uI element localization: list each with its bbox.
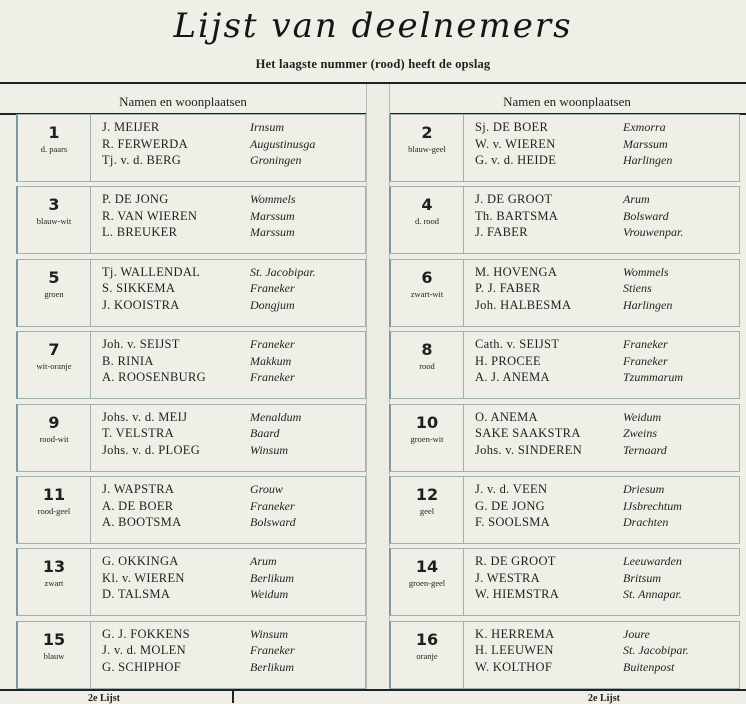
participant-row: [102, 208, 361, 225]
center-divider: [366, 84, 390, 691]
participant-row: [102, 586, 361, 603]
participant-list: [102, 264, 361, 314]
participant-place: Buitenpost: [623, 659, 675, 674]
participant-row: [475, 297, 735, 314]
participant-group-14: [389, 548, 740, 616]
group-color: blauw-wit: [36, 216, 72, 227]
participant-name: G. SCHIPHOF: [102, 659, 182, 674]
group-number-cell: [18, 549, 91, 615]
participant-place: Vrouwenpar.: [623, 225, 684, 240]
participant-row: [475, 224, 735, 241]
participant-place: Makkum: [250, 353, 292, 368]
group-number: 9: [48, 412, 60, 432]
participant-group-2: [389, 114, 740, 182]
participant-name: H. LEEUWEN: [475, 643, 554, 658]
group-number-cell: [391, 187, 464, 253]
participant-place: Franeker: [250, 498, 295, 513]
participant-list: [475, 626, 735, 676]
participant-name: L. BREUKER: [102, 225, 178, 240]
participant-row: [102, 336, 361, 353]
participant-group-6: [389, 259, 740, 327]
participant-place: IJsbrechtum: [623, 498, 682, 513]
participant-name: O. ANEMA: [475, 409, 538, 424]
group-color: blauw-geel: [408, 144, 446, 154]
participant-name: G. OKKINGA: [102, 554, 179, 569]
participant-place: Harlingen: [623, 297, 673, 312]
group-color: zwart: [44, 578, 64, 589]
group-color: d. rood: [414, 216, 440, 227]
participant-name: J. WESTRA: [475, 570, 540, 585]
participant-place: Drachten: [623, 515, 669, 529]
participant-place: Franeker: [250, 643, 295, 658]
footer-right-label: 2e Lijst: [588, 693, 620, 704]
participant-place: St. Jacobipar.: [623, 643, 689, 658]
participant-place: Britsum: [623, 570, 662, 585]
group-color: geel: [419, 506, 435, 516]
participant-place: Grouw: [250, 482, 283, 496]
participant-name: H. PROCEE: [475, 353, 541, 368]
group-number-cell: [18, 187, 91, 253]
participant-list: [102, 119, 361, 169]
participant-list: [102, 336, 361, 386]
participant-row: [102, 425, 361, 442]
group-number-cell: [391, 332, 464, 398]
participant-list: [475, 481, 735, 531]
participant-row: [475, 353, 735, 370]
group-number: 8: [421, 340, 433, 360]
participant-group-9: [16, 404, 366, 472]
participant-place: Ternaard: [623, 442, 667, 457]
participant-name: A. DE BOER: [102, 498, 174, 513]
participant-place: Winsum: [250, 442, 289, 457]
participant-list: [102, 191, 361, 241]
participant-place: Arum: [623, 192, 650, 207]
participant-group-10: [389, 404, 740, 472]
group-color: zwart-wit: [410, 288, 444, 299]
group-color: groen-geel: [408, 578, 446, 589]
participant-place: Franeker: [250, 281, 295, 296]
participant-list: [102, 409, 361, 459]
participant-place: Groningen: [250, 153, 302, 167]
page-title: Lijst van deelnemers: [173, 6, 573, 46]
participant-name: W. HIEMSTRA: [475, 587, 560, 602]
group-color: blauw: [43, 650, 65, 661]
participant-place: Franeker: [623, 353, 668, 368]
participant-place: Arum: [250, 554, 277, 569]
participant-row: [102, 626, 361, 643]
participant-name: A. ROOSENBURG: [102, 370, 206, 385]
participant-row: [102, 119, 361, 136]
participant-row: [102, 353, 361, 370]
participant-name: Johs. v. d. MEIJ: [102, 409, 188, 424]
participant-place: St. Annapar.: [623, 587, 682, 602]
participant-place: Franeker: [623, 337, 668, 352]
participant-row: [102, 264, 361, 281]
participant-list: [102, 553, 361, 603]
group-color: rood: [419, 361, 435, 372]
participant-place: Berlikum: [250, 659, 294, 674]
participant-group-1: [16, 114, 366, 182]
participant-place: Exmorra: [623, 120, 666, 134]
group-number: 6: [421, 267, 433, 287]
participant-name: Johs. v. d. PLOEG: [102, 442, 201, 457]
participant-name: M. HOVENGA: [475, 264, 558, 279]
group-number: 2: [421, 123, 433, 142]
participant-name: R. DE GROOT: [475, 554, 556, 569]
participant-name: T. VELSTRA: [102, 426, 174, 441]
participant-name: Joh. HALBESMA: [475, 297, 572, 312]
participant-place: Franeker: [250, 337, 295, 352]
participant-list: [102, 626, 361, 676]
participant-place: Weidum: [623, 409, 662, 424]
group-number-cell: [391, 115, 464, 181]
participant-row: [475, 659, 735, 676]
participant-place: Joure: [623, 626, 650, 641]
participant-name: D. TALSMA: [102, 587, 171, 602]
participant-row: [102, 409, 361, 426]
group-color: rood-geel: [37, 506, 71, 516]
participant-row: [102, 297, 361, 314]
participant-place: St. Jacobipar.: [250, 264, 316, 279]
participant-row: [475, 409, 735, 426]
participant-row: [475, 498, 735, 515]
participant-group-12: [389, 476, 740, 544]
participant-name: Joh. v. SEIJST: [102, 337, 180, 352]
participant-name: P. DE JONG: [102, 192, 169, 207]
participant-row: [475, 191, 735, 208]
participant-row: [102, 570, 361, 587]
group-number: 11: [42, 485, 66, 504]
participant-place: Bolsward: [623, 208, 669, 223]
participant-name: J. KOOISTRA: [102, 297, 180, 312]
group-number-cell: [18, 115, 91, 181]
participant-row: [475, 136, 735, 153]
participant-row: [475, 553, 735, 570]
participant-name: J. MEIJER: [102, 120, 160, 134]
participant-list: [102, 481, 361, 531]
participant-name: A. BOOTSMA: [102, 515, 182, 529]
participant-place: Marssum: [623, 136, 668, 151]
participant-place: Marssum: [250, 225, 295, 240]
participant-name: Johs. v. SINDEREN: [475, 442, 583, 457]
participant-row: [102, 369, 361, 386]
participant-name: K. HERREMA: [475, 626, 555, 641]
group-number-cell: [18, 477, 91, 543]
participant-name: Tj. WALLENDAL: [102, 264, 201, 279]
participant-name: J. v. d. VEEN: [475, 482, 548, 496]
participant-group-3: [16, 186, 366, 254]
participant-place: Irnsum: [250, 120, 285, 134]
group-number: 13: [42, 557, 66, 577]
participant-row: [475, 119, 735, 136]
participant-name: S. SIKKEMA: [102, 281, 176, 296]
group-number-cell: [391, 549, 464, 615]
group-color: rood-wit: [39, 433, 69, 444]
participant-row: [102, 642, 361, 659]
group-color: d. paars: [40, 144, 68, 154]
participant-row: [475, 152, 735, 169]
participant-list: [475, 553, 735, 603]
participant-row: [102, 442, 361, 459]
participant-place: Wommels: [623, 264, 669, 279]
participant-row: [475, 570, 735, 587]
participant-row: [475, 442, 735, 459]
participant-place: Menaldum: [250, 409, 302, 424]
right-column-header: Namen en woonplaatsen: [388, 91, 746, 115]
participant-name: G. J. FOKKENS: [102, 626, 190, 641]
group-color: oranje: [416, 650, 438, 661]
participant-row: [102, 224, 361, 241]
page-subtitle: Het laagste nummer (rood) heeft de opslag: [255, 57, 491, 71]
group-number-cell: [391, 477, 464, 543]
participant-row: [102, 280, 361, 297]
group-number: 15: [42, 629, 66, 649]
participant-row: [475, 586, 735, 603]
participant-list: [475, 119, 735, 169]
participant-place: Zweins: [623, 426, 658, 441]
group-number: 3: [48, 195, 60, 215]
participant-place: Berlikum: [250, 570, 294, 585]
participant-name: J. DE GROOT: [475, 192, 553, 207]
participant-row: [102, 498, 361, 515]
participant-list: [475, 336, 735, 386]
participant-row: [475, 280, 735, 297]
participant-place: Dongjum: [250, 297, 295, 312]
group-number: 4: [421, 195, 433, 215]
participant-name: SAKE SAAKSTRA: [475, 426, 581, 441]
participant-place: Harlingen: [623, 153, 673, 167]
participant-row: [102, 553, 361, 570]
participant-row: [102, 191, 361, 208]
participant-group-13: [16, 548, 366, 616]
group-number: 10: [415, 412, 439, 432]
participant-row: [475, 481, 735, 498]
participant-name: W. v. WIEREN: [475, 136, 556, 151]
participant-name: P. J. FABER: [475, 281, 541, 296]
participant-place: Stiens: [623, 281, 652, 296]
participant-place: Franeker: [250, 370, 295, 385]
participant-place: Wommels: [250, 192, 296, 207]
participant-place: Baard: [250, 426, 280, 441]
participant-row: [102, 514, 361, 531]
participant-name: Cath. v. SEIJST: [475, 337, 560, 352]
participant-name: F. SOOLSMA: [475, 515, 550, 529]
participant-row: [475, 642, 735, 659]
participant-name: G. DE JONG: [475, 498, 546, 513]
participant-place: Tzummarum: [623, 370, 684, 385]
participant-row: [475, 336, 735, 353]
group-number-cell: [18, 622, 91, 688]
participant-place: Bolsward: [250, 515, 296, 529]
participant-name: Th. BARTSMA: [475, 208, 559, 223]
participant-row: [475, 425, 735, 442]
group-number-cell: [18, 405, 91, 471]
participant-row: [475, 369, 735, 386]
left-column-header: Namen en woonplaatsen: [0, 91, 366, 115]
participant-place: Augustinusga: [250, 136, 316, 151]
participant-group-5: [16, 259, 366, 327]
group-color: groen-wit: [410, 433, 444, 444]
participant-name: G. v. d. HEIDE: [475, 153, 557, 167]
group-number: 12: [415, 485, 439, 504]
participant-name: J. v. d. MOLEN: [102, 643, 186, 658]
participant-list: [475, 191, 735, 241]
participant-name: Tj. v. d. BERG: [102, 153, 182, 167]
participant-place: Winsum: [250, 626, 289, 641]
group-number-cell: [18, 260, 91, 326]
group-number: 14: [415, 557, 439, 577]
participant-row: [102, 659, 361, 676]
participant-row: [475, 208, 735, 225]
participant-name: Sj. DE BOER: [475, 120, 549, 134]
participant-group-8: [389, 331, 740, 399]
participant-place: Marssum: [250, 208, 295, 223]
participant-row: [102, 152, 361, 169]
group-number: 5: [48, 267, 60, 287]
participant-name: R. VAN WIEREN: [102, 208, 198, 223]
participant-row: [102, 481, 361, 498]
participant-list: [475, 264, 735, 314]
footer-left-label: 2e Lijst: [88, 693, 120, 704]
group-number-cell: [18, 332, 91, 398]
participant-place: Driesum: [623, 482, 665, 496]
participant-name: B. RINIA: [102, 353, 154, 368]
participant-group-16: [389, 621, 740, 689]
group-number: 7: [48, 340, 60, 360]
participant-group-7: [16, 331, 366, 399]
participant-name: J. WAPSTRA: [102, 482, 175, 496]
participant-row: [475, 264, 735, 281]
participant-row: [475, 514, 735, 531]
participant-place: Leeuwarden: [623, 554, 682, 569]
participant-group-15: [16, 621, 366, 689]
participant-name: W. KOLTHOF: [475, 659, 553, 674]
group-number: 16: [415, 629, 439, 649]
group-color: wit-oranje: [36, 361, 72, 372]
group-number-cell: [391, 405, 464, 471]
participant-name: R. FERWERDA: [102, 136, 188, 151]
group-number-cell: [391, 260, 464, 326]
participant-place: Weidum: [250, 587, 289, 602]
participant-list: [475, 409, 735, 459]
group-color: groen: [44, 288, 64, 299]
participant-name: Kl. v. WIEREN: [102, 570, 185, 585]
group-number: 1: [48, 123, 60, 142]
group-number-cell: [391, 622, 464, 688]
participant-group-11: [16, 476, 366, 544]
participant-name: A. J. ANEMA: [475, 370, 550, 385]
participant-row: [475, 626, 735, 643]
participant-name: J. FABER: [475, 225, 528, 240]
participant-group-4: [389, 186, 740, 254]
participant-row: [102, 136, 361, 153]
